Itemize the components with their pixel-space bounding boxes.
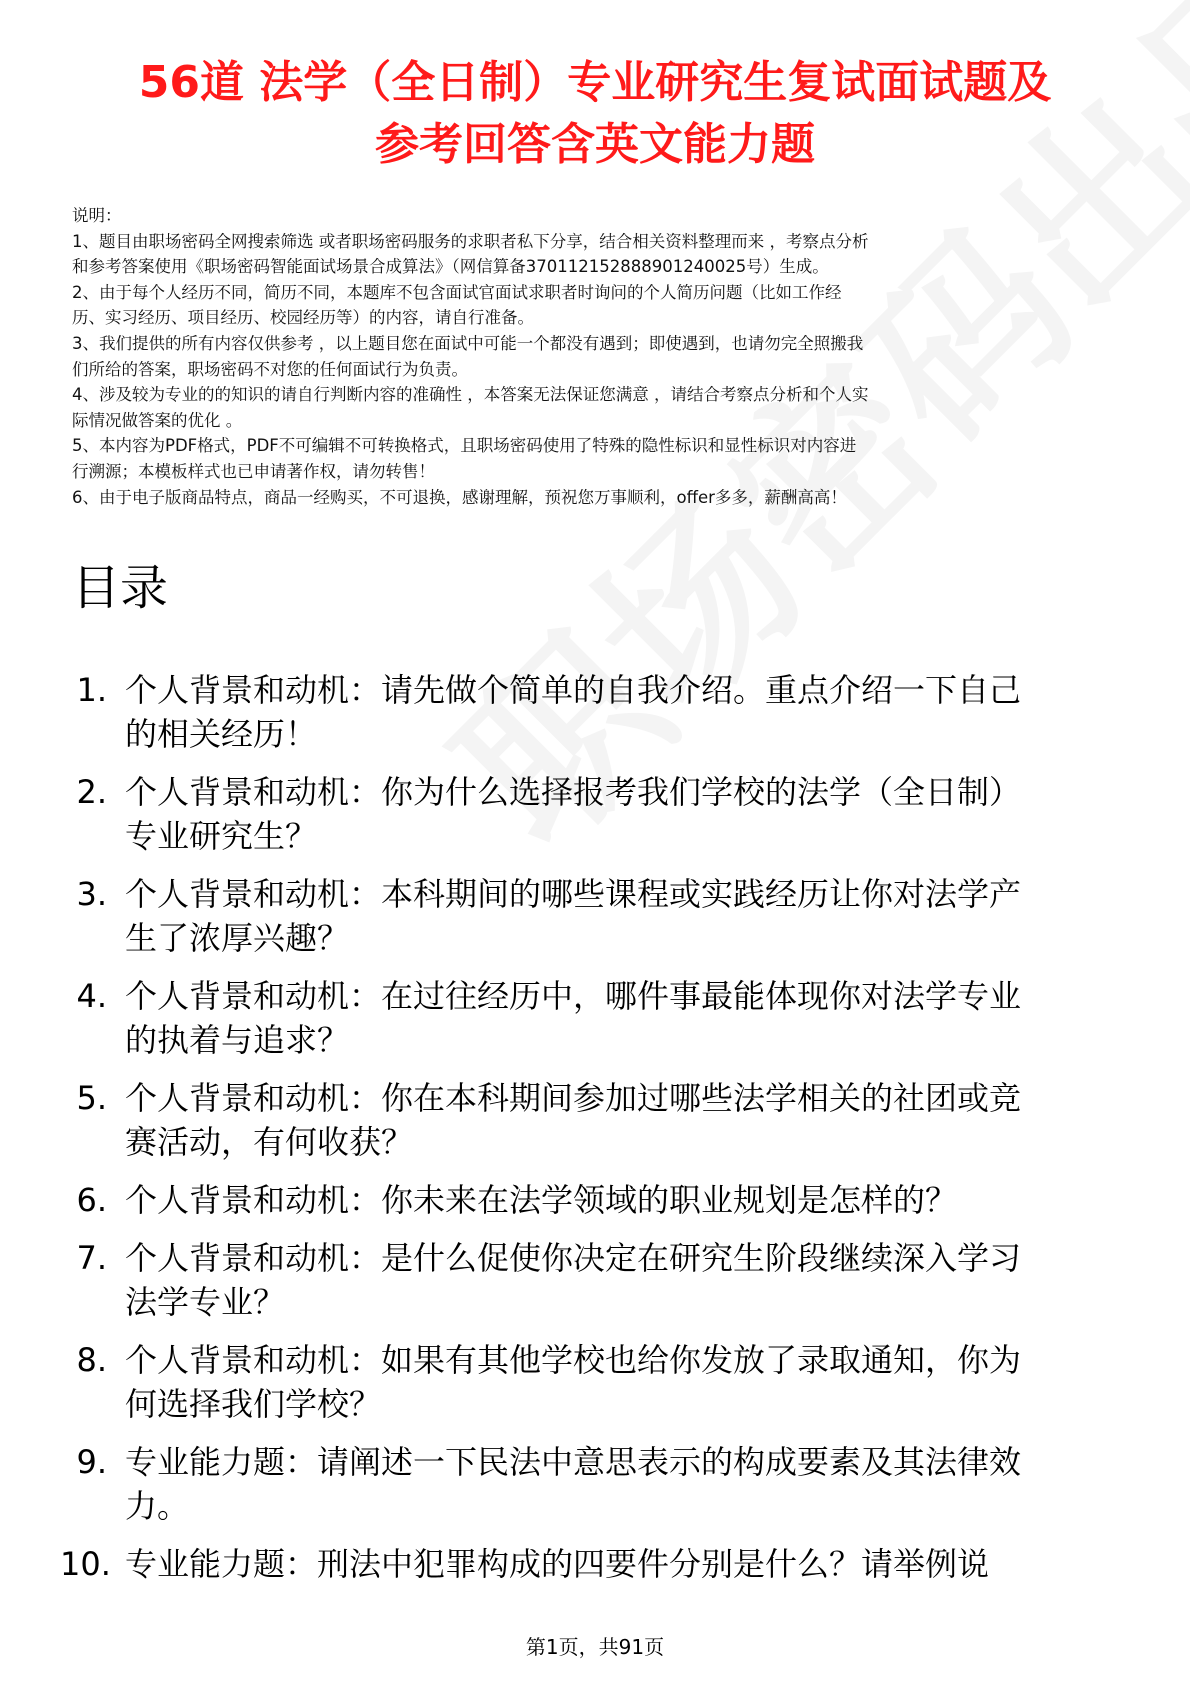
toc-item-text [125, 668, 1130, 756]
page-footer: 第1页，共91页 [525, 1635, 665, 1659]
document-title [60, 52, 1130, 176]
title-line: 56道 法学（全日制）专业研究生复试面试题及 [138, 57, 1052, 108]
notes-line: 和参考答案使用《职场密码智能面试场景合成算法》（网信算备370112152888901240025号）生成。 [72, 257, 829, 277]
toc-item[interactable] [60, 1440, 1130, 1528]
notes-line: 1、题目由职场密码全网搜索筛选 或者职场密码服务的求职者私下分享，结合相关资料整理而来 ，考察点分析 [72, 231, 869, 251]
notes-line: 行溯源；本模板样式也已申请著作权，请勿转售！ [72, 461, 435, 481]
notes-line: 3、我们提供的所有内容仅供参考 ，以上题目您在面试中可能一个都没有遇到；即使遇到，也请勿完全照搬我 [72, 333, 864, 353]
toc-item-line: 个人背景和动机：在过往经历中，哪件事最能体现你对法学专业 [125, 977, 1022, 1015]
notes-line: 5、本内容为PDF格式，PDF不可编辑不可转换格式，且职场密码使用了特殊的隐性标识和显性标识对内容进 [72, 436, 857, 456]
toc-item-text [125, 770, 1130, 858]
toc-item-number: 1. [76, 671, 107, 709]
toc-item-line: 个人背景和动机：本科期间的哪些课程或实践经历让你对法学产 [125, 875, 1022, 913]
toc-item[interactable] [60, 1338, 1130, 1426]
notes-line: 说明： [72, 206, 122, 225]
toc-item-line: 力。 [125, 1487, 190, 1525]
toc-item-line: 个人背景和动机：如果有其他学校也给你发放了录取通知，你为 [125, 1341, 1022, 1379]
toc-item-text [125, 1076, 1130, 1164]
toc-item-line: 专业研究生？ [125, 817, 318, 855]
toc-item-number: 10. [60, 1545, 111, 1583]
notes-line: 际情况做答案的优化 。 [72, 410, 243, 430]
toc-item-number: 7. [76, 1239, 107, 1277]
toc-item-number: 4. [76, 977, 107, 1015]
notes-line: 2、由于每个人经历不同，简历不同，本题库不包含面试官面试求职者时询问的个人简历问题（比如工作经 [72, 282, 842, 302]
notes-line: 6、由于电子版商品特点，商品一经购买，不可退换，感谢理解，预祝您万事顺利，offer多多，薪酬高高！ [72, 487, 847, 507]
table-of-contents [60, 668, 1130, 1600]
toc-item-line: 个人背景和动机：你为什么选择报考我们学校的法学（全日制） [125, 773, 1022, 811]
notes-line: 4、涉及较为专业的的知识的请自行判断内容的准确性 ，本答案无法保证您满意 ，请结合考察点分析和个人实 [72, 385, 869, 405]
toc-item-text [125, 1542, 1130, 1586]
toc-heading: 目录 [72, 560, 169, 616]
notes-line: 历、实习经历、项目经历、校园经历等）的内容，请自行准备。 [72, 308, 534, 328]
toc-item-text [125, 1236, 1130, 1324]
toc-item-line: 个人背景和动机：你未来在法学领域的职业规划是怎样的？ [125, 1181, 958, 1219]
toc-item-line: 赛活动，有何收获？ [125, 1123, 414, 1161]
toc-item[interactable] [60, 1076, 1130, 1164]
toc-item-number: 3. [76, 875, 107, 913]
notes-section [72, 203, 1122, 510]
toc-item-line: 专业能力题：请阐述一下民法中意思表示的构成要素及其法律效 [125, 1443, 1022, 1481]
toc-item[interactable] [60, 1542, 1130, 1586]
toc-item-text [125, 872, 1130, 960]
toc-item-number: 6. [76, 1181, 107, 1219]
toc-item-line: 的相关经历！ [125, 715, 318, 753]
toc-item[interactable] [60, 770, 1130, 858]
toc-item-number: 5. [76, 1079, 107, 1117]
toc-item[interactable] [60, 668, 1130, 756]
toc-item[interactable] [60, 1178, 1130, 1222]
toc-item[interactable] [60, 1236, 1130, 1324]
toc-item-line: 生了浓厚兴趣？ [125, 919, 350, 957]
toc-item[interactable] [60, 872, 1130, 960]
title-line: 参考回答含英文能力题 [375, 119, 815, 170]
toc-item-line: 个人背景和动机：请先做个简单的自我介绍。重点介绍一下自己 [125, 671, 1022, 709]
toc-item-line: 何选择我们学校？ [125, 1385, 382, 1423]
toc-item-line: 个人背景和动机：是什么促使你决定在研究生阶段继续深入学习 [125, 1239, 1022, 1277]
toc-item-number: 2. [76, 773, 107, 811]
toc-item-text [125, 974, 1130, 1062]
toc-item-text [125, 1338, 1130, 1426]
toc-item-text [125, 1440, 1130, 1528]
toc-item-line: 个人背景和动机：你在本科期间参加过哪些法学相关的社团或竞 [125, 1079, 1022, 1117]
toc-item-text [125, 1178, 1130, 1222]
toc-item-number: 8. [76, 1341, 107, 1379]
toc-item-number: 9. [76, 1443, 107, 1481]
toc-item-line: 法学专业？ [125, 1283, 286, 1321]
notes-line: 们所给的答案，职场密码不对您的任何面试行为负责。 [72, 359, 468, 379]
toc-item-line: 专业能力题：刑法中犯罪构成的四要件分别是什么？请举例说 [125, 1545, 990, 1583]
toc-item-line: 的执着与追求？ [125, 1021, 350, 1059]
toc-item[interactable] [60, 974, 1130, 1062]
